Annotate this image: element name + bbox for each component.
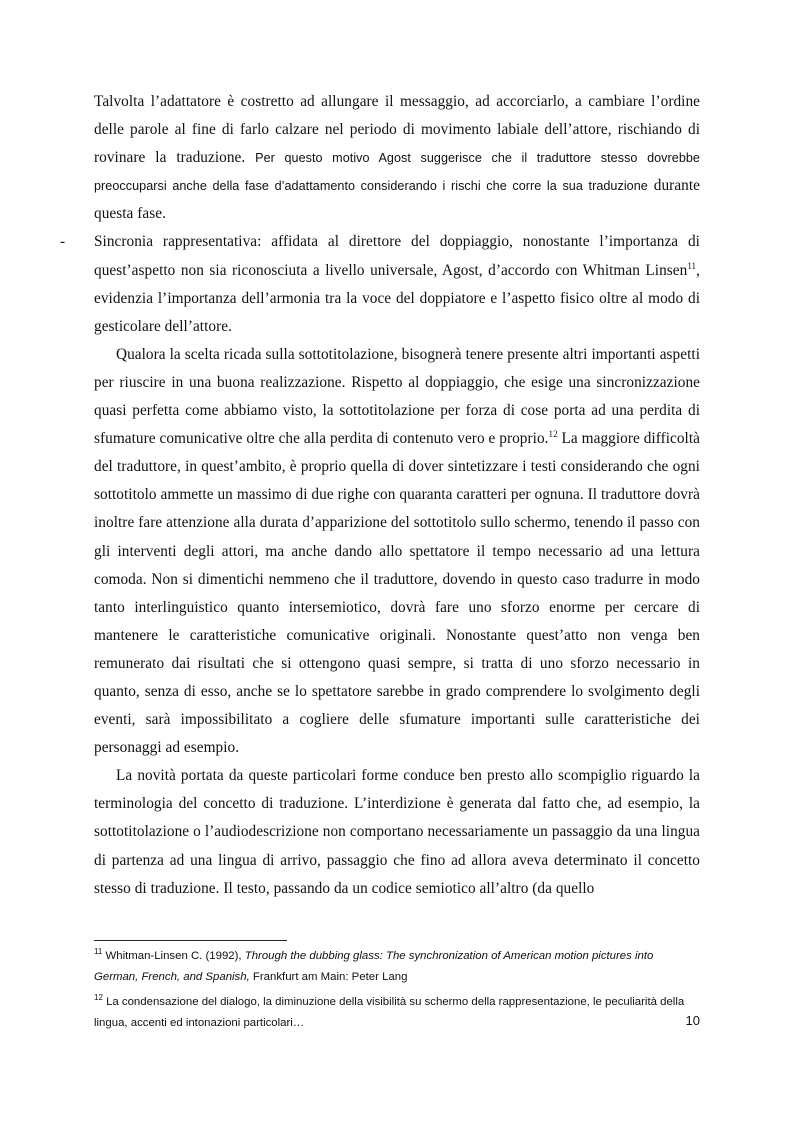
body-text (60, 88, 701, 903)
footnote-author: Whitman-Linsen C. (1992), (102, 950, 245, 962)
paragraph-text: La maggiore difficoltà del traduttore, in quest’ambito, è proprio quella di dover sintetizzare i testi considerando che ogni sottotitolo ammette un massimo di due righe con quaranta caratteri per ognuna. Il traduttore dovrà inoltre fare attenzione alla durata d’apparizione del sottotitolo sullo schermo, tenendo il passo con gli interventi degli attori, ma anche dando allo spettatore il tempo necessario ad una lettura comoda. Non si dimentichi nemmeno che il traduttore, dovendo in questo caso tradurre in modo tanto interlinguistico quanto intersemiotico, dovrà fare uno sforzo enorme per cercare di mantenere le caratteristiche comunicative originali. Nonostante quest’atto non venga ben remunerato dai risultati che si ottengono quasi sempre, si tratta di uno sforzo necessario in quanto, senza di esso, anche se lo spettatore sarebbe in grado comprendere lo svolgimento degli eventi, sarà impossibilitato a cogliere delle sfumature importanti sulle caratteristiche dei personaggi ad esempio. (94, 430, 700, 757)
paragraph-text-sans: Per questo motivo Agost suggerisce che il traduttore stesso dovrebbe preoccuparsi anche della fase d’adattamento considerando i rischi che corre la sua traduzione (94, 151, 700, 194)
list-item-text: Sincronia rappresentativa: affidata al direttore del doppiaggio, nonostante l’importanza di quest’aspetto non sia riconosciuta a livello universale, Agost, d’accordo con Whitman Linsen (94, 233, 700, 279)
footnote-12 (94, 992, 700, 1033)
paragraph-sottotitolazione (94, 341, 700, 762)
footnote-publisher: Frankfurt am Main: Peter Lang (249, 970, 408, 983)
page-number: 10 (685, 1013, 700, 1028)
bullet-dash: - (60, 233, 66, 251)
footnote-text: La condensazione del dialogo, la diminuzione della visibilità su schermo della rappresentazione, le peculiarità della lingua, accenti ed intonazioni particolari… (94, 996, 685, 1029)
footnote-number: 11 (94, 947, 103, 956)
paragraph-novita: La novità portata da queste particolari forme conduce ben presto allo scompiglio riguardo la terminologia del concetto di traduzione. L’interdizione è generata dal fatto che, ad esempio, la sottotitolazione o l’audiodescrizione non comportano necessariamente un passaggio da una lingua di partenza ad una lingua di arrivo, passaggio che fino ad allora aveva determinato il concetto stesso di traduzione. Il testo, passando da un codice semiotico all’altro (da quello (94, 767, 700, 897)
list-item-sincronia (60, 228, 700, 340)
list-item-text: , evidenzia l’importanza dell’armonia tra la voce del doppiatore e l’aspetto fisico oltre al modo di gesticolare dell’attore. (94, 261, 700, 335)
footnote-number: 12 (94, 993, 103, 1002)
paragraph-text: Qualora la scelta ricada sulla sottotitolazione, bisognerà tenere presente altri importanti aspetti per riuscire in una buona realizzazione. Rispetto al doppiaggio, che esige una sincronizzazione quasi perfetta come abbiamo visto, la sottotitolazione per forza di cose porta ad una perdita di sfumature comunicative oltre che alla perdita di contenuto vero e proprio. (94, 345, 700, 448)
paragraph-text: Talvolta l’adattatore è costretto ad allungare il messaggio, ad accorciarlo, a cambiare l’ordine delle parole al fine di farlo calzare nel periodo di movimento labiale dell’attore, rischiando di rovinare la traduzione. (94, 93, 700, 167)
footnote-separator (94, 940, 287, 941)
footnote-ref-12[interactable]: 12 (548, 429, 558, 440)
footnote-title: Through the dubbing glass: The synchronization of American motion pictures into German, French, and Spanish, (94, 950, 654, 983)
paragraph-text: durante questa fase. (94, 177, 701, 223)
footnote-ref-11[interactable]: 11 (687, 260, 697, 271)
footnote-11 (94, 946, 700, 987)
paragraph-adattatore (94, 88, 700, 228)
